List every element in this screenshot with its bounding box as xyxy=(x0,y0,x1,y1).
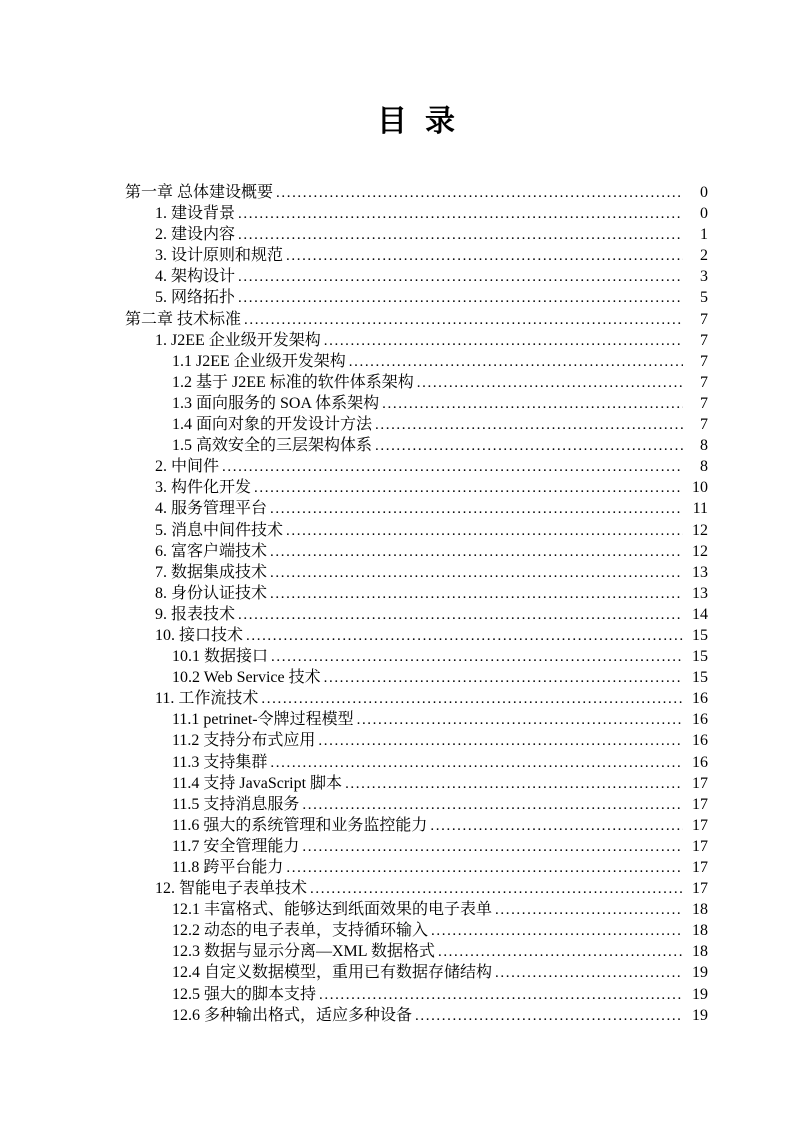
toc-leader-dots xyxy=(318,730,683,752)
toc-entry-page: 18 xyxy=(692,901,708,919)
toc-entry-page: 8 xyxy=(700,458,708,476)
toc-entry-page: 18 xyxy=(692,922,708,940)
toc-entry[interactable] xyxy=(125,899,708,920)
toc-entry-page: 19 xyxy=(692,1006,708,1024)
toc-leader-dots xyxy=(349,351,683,373)
toc-entry-page: 17 xyxy=(692,837,708,855)
toc-entry-page: 0 xyxy=(700,205,708,223)
toc-leader-dots xyxy=(270,498,683,520)
toc-leader-dots xyxy=(271,646,683,668)
toc-entry-label: 12. 智能电子表单技术 xyxy=(155,880,308,898)
toc-leader-dots xyxy=(310,878,683,900)
toc-entry[interactable] xyxy=(125,182,708,203)
toc-entry[interactable] xyxy=(125,752,708,773)
toc-entry-label: 5. 网络拓扑 xyxy=(155,289,236,307)
toc-entry[interactable] xyxy=(125,372,708,393)
toc-entry-page: 11 xyxy=(692,500,708,518)
toc-entry-page: 15 xyxy=(692,626,708,644)
toc-entry[interactable] xyxy=(125,245,708,266)
toc-entry-page: 7 xyxy=(700,416,708,434)
toc-leader-dots xyxy=(222,456,683,478)
toc-entry-label: 9. 报表技术 xyxy=(155,605,236,623)
toc-leader-dots xyxy=(286,245,683,267)
toc-entry-label: 1.4 面向对象的开发设计方法 xyxy=(172,416,373,434)
toc-entry-page: 16 xyxy=(692,753,708,771)
toc-entry-page: 3 xyxy=(700,268,708,286)
toc-leader-dots xyxy=(431,920,683,942)
toc-leader-dots xyxy=(375,414,683,436)
toc-entry-label: 11.1 petrinet-令牌过程模型 xyxy=(172,711,354,729)
toc-leader-dots xyxy=(286,520,683,542)
toc-leader-dots xyxy=(345,773,683,795)
toc-entry-label: 1.2 基于 J2EE 标准的软件体系架构 xyxy=(172,373,414,391)
toc-entry-page: 2 xyxy=(700,247,708,265)
toc-entry[interactable] xyxy=(125,309,708,330)
toc-entry-label: 11.3 支持集群 xyxy=(172,753,268,771)
toc-entry[interactable] xyxy=(125,351,708,372)
toc-entry-label: 8. 身份认证技术 xyxy=(155,584,268,602)
toc-entry-label: 12.2 动态的电子表单，支持循环输入 xyxy=(172,922,429,940)
toc-entry[interactable] xyxy=(125,984,708,1005)
toc-entry-label: 12.6 多种输出格式，适应多种设备 xyxy=(172,1006,413,1024)
toc-entry-label: 11. 工作流技术 xyxy=(155,690,259,708)
toc-entry[interactable] xyxy=(125,857,708,878)
toc-entry-label: 第一章 总体建设概要 xyxy=(125,184,274,201)
toc-entry-page: 14 xyxy=(692,605,708,623)
toc-entry-page: 19 xyxy=(692,985,708,1003)
toc-leader-dots xyxy=(495,899,683,921)
toc-entry[interactable] xyxy=(125,625,708,646)
toc-entry[interactable] xyxy=(125,477,708,498)
toc-leader-dots xyxy=(238,287,683,309)
toc-leader-dots xyxy=(302,794,683,816)
toc-leader-dots xyxy=(246,625,683,647)
toc-entry-page: 17 xyxy=(692,859,708,876)
toc-entry[interactable] xyxy=(125,667,708,688)
toc-entry-label: 11.2 支持分布式应用 xyxy=(172,732,316,750)
toc-entry-page: 19 xyxy=(692,964,708,982)
toc-entry-label: 3. 设计原则和规范 xyxy=(155,247,284,265)
toc-leader-dots xyxy=(495,962,683,984)
toc-entry-page: 15 xyxy=(692,669,708,687)
toc-leader-dots xyxy=(244,309,683,331)
toc-list xyxy=(125,182,708,1026)
toc-leader-dots xyxy=(238,266,683,288)
toc-leader-dots xyxy=(430,815,683,837)
toc-entry-label: 第二章 技术标准 xyxy=(125,310,242,328)
toc-entry[interactable] xyxy=(125,920,708,941)
toc-entry-label: 11.7 安全管理能力 xyxy=(172,837,300,855)
toc-entry-page: 1 xyxy=(700,226,708,244)
toc-entry-label: 11.4 支持 JavaScript 脚本 xyxy=(172,774,343,792)
toc-leader-dots xyxy=(238,604,683,626)
toc-entry-label: 4. 架构设计 xyxy=(155,268,236,286)
toc-leader-dots xyxy=(261,688,683,710)
toc-entry[interactable] xyxy=(125,414,708,435)
toc-entry[interactable] xyxy=(125,562,708,583)
toc-entry-label: 5. 消息中间件技术 xyxy=(155,521,284,539)
toc-entry-page: 7 xyxy=(700,310,708,328)
toc-leader-dots xyxy=(415,1005,683,1027)
toc-leader-dots xyxy=(438,941,683,963)
toc-leader-dots xyxy=(238,224,683,246)
toc-entry-label: 4. 服务管理平台 xyxy=(155,500,268,518)
toc-entry[interactable] xyxy=(125,941,708,962)
toc-entry[interactable] xyxy=(125,583,708,604)
toc-entry-page: 16 xyxy=(692,690,708,708)
toc-entry-page: 16 xyxy=(692,732,708,750)
toc-entry[interactable] xyxy=(125,794,708,815)
toc-entry-page: 13 xyxy=(692,584,708,602)
toc-entry[interactable] xyxy=(125,709,708,730)
toc-entry-label: 11.6 强大的系统管理和业务监控能力 xyxy=(172,816,428,834)
toc-leader-dots xyxy=(270,752,683,774)
toc-entry-label: 1. J2EE 企业级开发架构 xyxy=(155,331,321,349)
toc-entry[interactable] xyxy=(125,962,708,983)
toc-leader-dots xyxy=(254,477,683,499)
toc-entry[interactable] xyxy=(125,266,708,287)
toc-entry[interactable] xyxy=(125,393,708,414)
toc-entry-page: 18 xyxy=(692,943,708,961)
toc-entry-page: 7 xyxy=(700,352,708,370)
toc-entry[interactable] xyxy=(125,541,708,562)
toc-entry-label: 12.5 强大的脚本支持 xyxy=(172,985,317,1003)
toc-leader-dots xyxy=(270,562,683,584)
toc-entry-label: 12.3 数据与显示分离—XML 数据格式 xyxy=(172,943,435,961)
toc-entry-label: 10.1 数据接口 xyxy=(172,648,269,666)
toc-entry-label: 10. 接口技术 xyxy=(155,626,244,644)
toc-leader-dots xyxy=(357,709,683,731)
toc-entry-label: 6. 富客户端技术 xyxy=(155,542,268,560)
toc-entry-label: 12.4 自定义数据模型，重用已有数据存储结构 xyxy=(172,964,493,982)
toc-title: 目 录 xyxy=(377,105,456,138)
toc-entry[interactable] xyxy=(125,1005,708,1026)
toc-entry-label: 11.8 跨平台能力 xyxy=(172,859,284,876)
toc-entry[interactable] xyxy=(125,224,708,245)
toc-entry-page: 7 xyxy=(700,331,708,349)
toc-entry-page: 0 xyxy=(700,184,708,201)
toc-leader-dots xyxy=(324,330,683,352)
toc-entry-label: 1.1 J2EE 企业级开发架构 xyxy=(172,352,346,370)
toc-entry-page: 17 xyxy=(692,816,708,834)
toc-entry[interactable] xyxy=(125,878,708,899)
toc-leader-dots xyxy=(319,984,683,1006)
toc-leader-dots xyxy=(375,435,683,457)
toc-entry[interactable] xyxy=(125,498,708,519)
toc-leader-dots xyxy=(302,836,683,858)
toc-entry-label: 12.1 丰富格式、能够达到纸面效果的电子表单 xyxy=(172,901,493,919)
toc-leader-dots xyxy=(286,857,683,879)
toc-entry-page: 17 xyxy=(692,774,708,792)
toc-entry[interactable] xyxy=(125,646,708,667)
toc-leader-dots xyxy=(324,667,683,689)
toc-leader-dots xyxy=(270,541,683,563)
toc-entry-page: 5 xyxy=(700,289,708,307)
toc-entry[interactable] xyxy=(125,773,708,794)
toc-entry-page: 7 xyxy=(700,373,708,391)
toc-entry-page: 16 xyxy=(692,711,708,729)
toc-entry-page: 15 xyxy=(692,648,708,666)
toc-entry-label: 1. 建设背景 xyxy=(155,205,236,223)
toc-entry-label: 7. 数据集成技术 xyxy=(155,563,268,581)
toc-entry-label: 11.5 支持消息服务 xyxy=(172,795,300,813)
toc-entry[interactable] xyxy=(125,815,708,836)
toc-entry-page: 17 xyxy=(692,880,708,898)
toc-entry[interactable] xyxy=(125,203,708,224)
toc-entry-page: 10 xyxy=(692,479,708,497)
toc-entry-label: 1.5 高效安全的三层架构体系 xyxy=(172,437,373,455)
toc-leader-dots xyxy=(276,182,683,204)
toc-entry[interactable] xyxy=(125,688,708,709)
toc-entry[interactable] xyxy=(125,836,708,857)
toc-entry-label: 10.2 Web Service 技术 xyxy=(172,669,321,687)
toc-entry[interactable] xyxy=(125,435,708,456)
toc-entry-page: 12 xyxy=(692,542,708,560)
toc-entry[interactable] xyxy=(125,330,708,351)
toc-leader-dots xyxy=(238,203,683,225)
toc-leader-dots xyxy=(382,393,683,415)
toc-entry-page: 13 xyxy=(692,563,708,581)
toc-entry-label: 1.3 面向服务的 SOA 体系架构 xyxy=(172,394,380,412)
toc-entry-page: 8 xyxy=(700,437,708,455)
toc-entry-page: 17 xyxy=(692,795,708,813)
toc-leader-dots xyxy=(270,583,683,605)
toc-entry-label: 2. 中间件 xyxy=(155,458,220,476)
toc-entry[interactable] xyxy=(125,604,708,625)
toc-entry-label: 2. 建设内容 xyxy=(155,226,236,244)
toc-entry[interactable] xyxy=(125,520,708,541)
toc-leader-dots xyxy=(417,372,683,394)
toc-entry-label: 3. 构件化开发 xyxy=(155,479,252,497)
toc-entry[interactable] xyxy=(125,287,708,308)
toc-entry-page: 12 xyxy=(692,521,708,539)
toc-entry[interactable] xyxy=(125,730,708,751)
toc-entry[interactable] xyxy=(125,456,708,477)
toc-entry-page: 7 xyxy=(700,394,708,412)
